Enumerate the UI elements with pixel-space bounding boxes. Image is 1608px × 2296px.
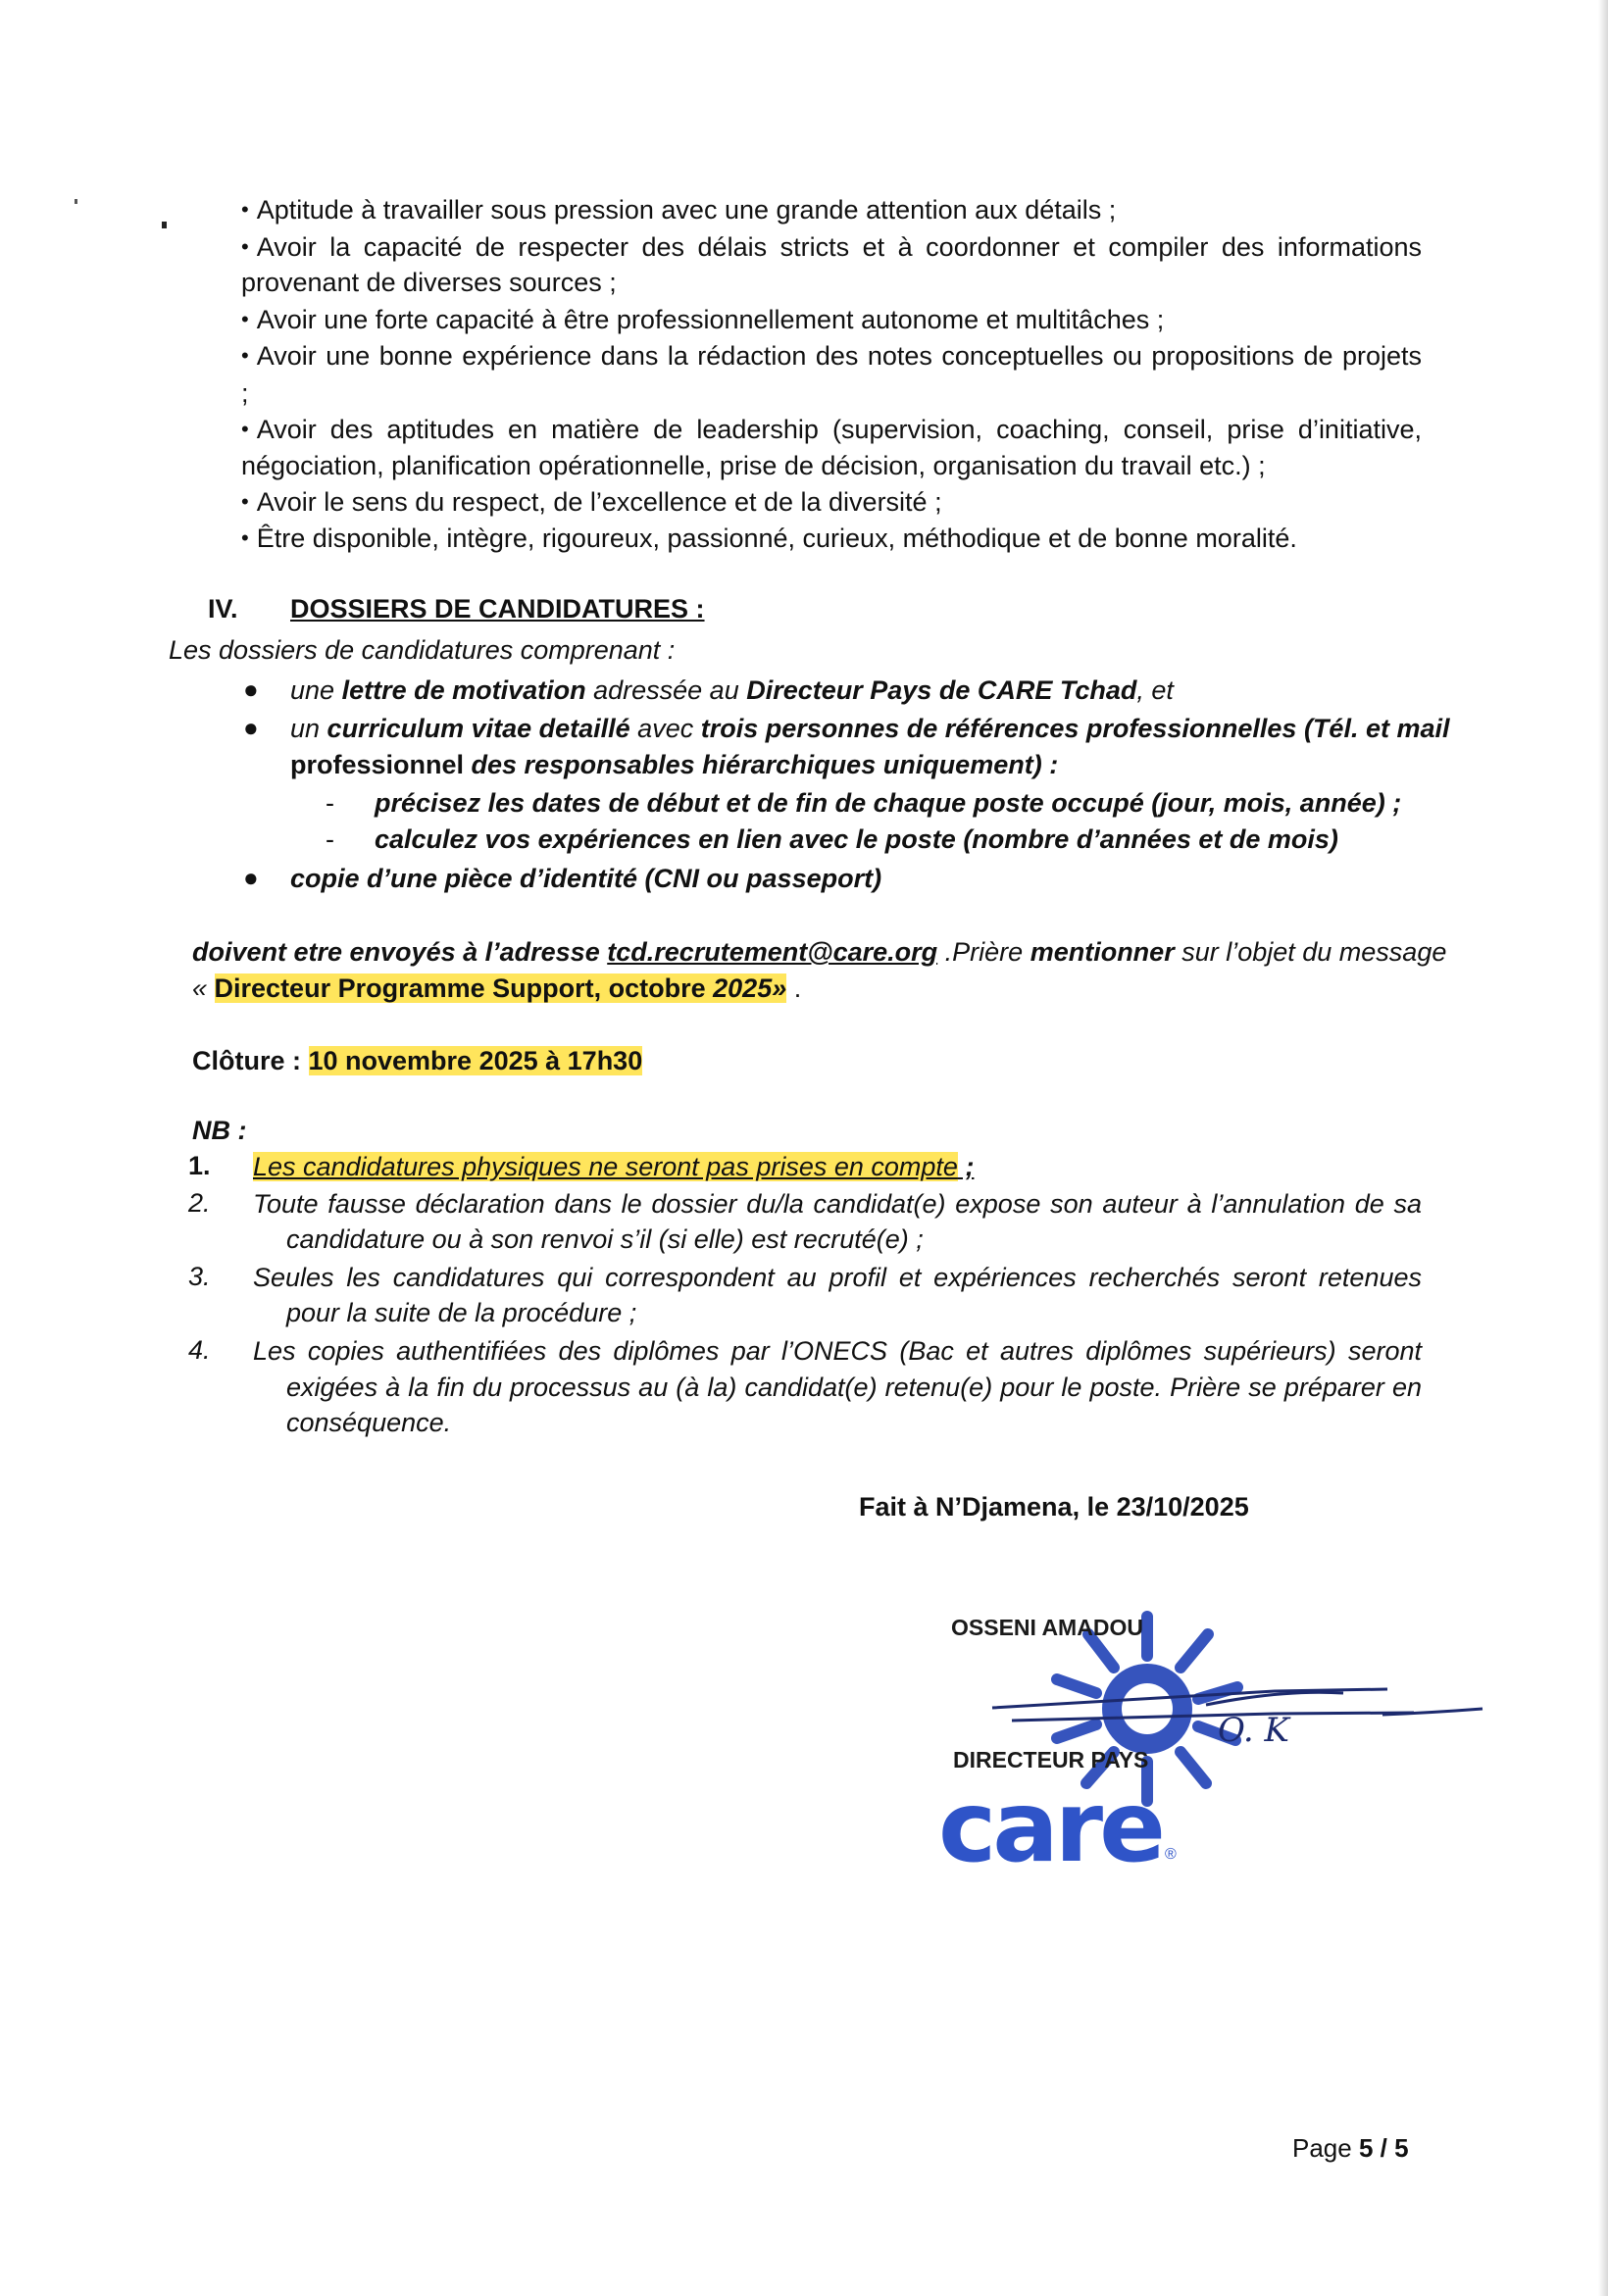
email-link[interactable]: tcd.recrutement@care.org: [607, 937, 938, 967]
requirement-item: • Aptitude à travailler sous pression avec une grande attention aux détails ;: [241, 195, 1117, 225]
sending-subject: « Directeur Programme Support, octobre 2025» .: [192, 973, 802, 1003]
section-number: IV.: [208, 594, 238, 624]
requirement-item-cont: négociation, planification opérationnelle, prise de décision, organisation du travail etc.) ;: [241, 451, 1266, 480]
requirement-item: • Avoir une forte capacité à être professionnellement autonome et multitâches ;: [241, 305, 1165, 334]
application-subitem: précisez les dates de début et de fin de chaque poste occupé (jour, mois, année) ;: [375, 788, 1402, 818]
signatory-title: DIRECTEUR PAYS: [953, 1747, 1149, 1772]
requirement-item: • Être disponible, intègre, rigoureux, passionné, curieux, méthodique et de bonne moralité.: [241, 524, 1297, 553]
scan-speck: [75, 199, 77, 204]
page-number: Page 5 / 5: [1292, 2133, 1409, 2163]
nb-item-cont: conséquence.: [286, 1408, 452, 1437]
section-title: DOSSIERS DE CANDIDATURES :: [290, 594, 705, 624]
sending-instructions: doivent etre envoyés à l’adresse tcd.recrutement@care.org .Prière mentionner sur l’objet du message: [192, 937, 1447, 967]
signature-mark: O. K: [1218, 1711, 1289, 1750]
application-item-letter: une lettre de motivation adressée au Directeur Pays de CARE Tchad, et: [290, 675, 1174, 705]
place-date: Fait à N’Djamena, le 23/10/2025: [859, 1492, 1249, 1522]
section-intro: Les dossiers de candidatures comprenant :: [169, 635, 676, 665]
requirement-item-cont: provenant de diverses sources ;: [241, 268, 617, 297]
requirement-item: • Avoir le sens du respect, de l’excellence et de la diversité ;: [241, 487, 942, 517]
nb-number: 4.: [188, 1335, 211, 1365]
nb-item: Seules les candidatures qui correspondent au profil et expériences recherchés seront retenues: [253, 1263, 1422, 1292]
scan-edge: [1598, 0, 1608, 2296]
requirement-item-cont: ;: [241, 378, 249, 408]
subject-highlight: Directeur Programme Support, octobre 2025»: [214, 973, 787, 1003]
signatory-name: OSSENI AMADOU: [951, 1615, 1143, 1640]
nb-number: 1.: [188, 1151, 211, 1180]
application-subitem: calculez vos expériences en lien avec le poste (nombre d’années et de mois): [375, 824, 1338, 854]
dash-icon: -: [326, 824, 334, 854]
bullet-icon: ●: [243, 713, 259, 742]
bullet-icon: ●: [243, 863, 259, 892]
registered-mark: ®: [1165, 1846, 1177, 1863]
nb-item-cont: exigées à la fin du processus au (à la) candidat(e) retenu(e) pour le poste. Prière se préparer en: [286, 1373, 1422, 1402]
nb-title: NB :: [192, 1116, 247, 1145]
scan-speck: [162, 222, 167, 228]
nb-number: 2.: [188, 1188, 211, 1218]
nb-item: Toute fausse déclaration dans le dossier du/la candidat(e) expose son auteur à l’annulation de sa: [253, 1189, 1422, 1219]
closing-date: Clôture : 10 novembre 2025 à 17h30: [192, 1046, 643, 1075]
signature-block: [938, 1573, 1530, 1926]
requirement-item: • Avoir des aptitudes en matière de leadership (supervision, coaching, conseil, prise d’initiative,: [241, 415, 1422, 444]
nb-item-cont: pour la suite de la procédure ;: [286, 1298, 637, 1327]
bullet-icon: ●: [243, 674, 259, 704]
requirement-item: • Avoir une bonne expérience dans la rédaction des notes conceptuelles ou propositions de projets: [241, 341, 1422, 371]
nb-item-cont: candidature ou à son renvoi s’il (si elle) est recruté(e) ;: [286, 1224, 924, 1254]
application-item-cv: un curriculum vitae detaillé avec trois personnes de références professionnelles (Tél. et mail: [290, 714, 1450, 743]
nb-item: Les candidatures physiques ne seront pas prises en compte ;: [253, 1152, 975, 1181]
application-item-cv-cont: professionnel des responsables hiérarchiques uniquement) :: [290, 750, 1059, 779]
application-item-id: copie d’une pièce d’identité (CNI ou passeport): [290, 864, 882, 893]
dash-icon: -: [326, 788, 334, 818]
requirement-item: • Avoir la capacité de respecter des délais stricts et à coordonner et compiler des informations: [241, 232, 1422, 262]
nb-item: Les copies authentifiées des diplômes par l’ONECS (Bac et autres diplômes supérieurs) seront: [253, 1336, 1422, 1366]
nb-number: 3.: [188, 1262, 211, 1291]
care-logo: care: [938, 1770, 1162, 1884]
